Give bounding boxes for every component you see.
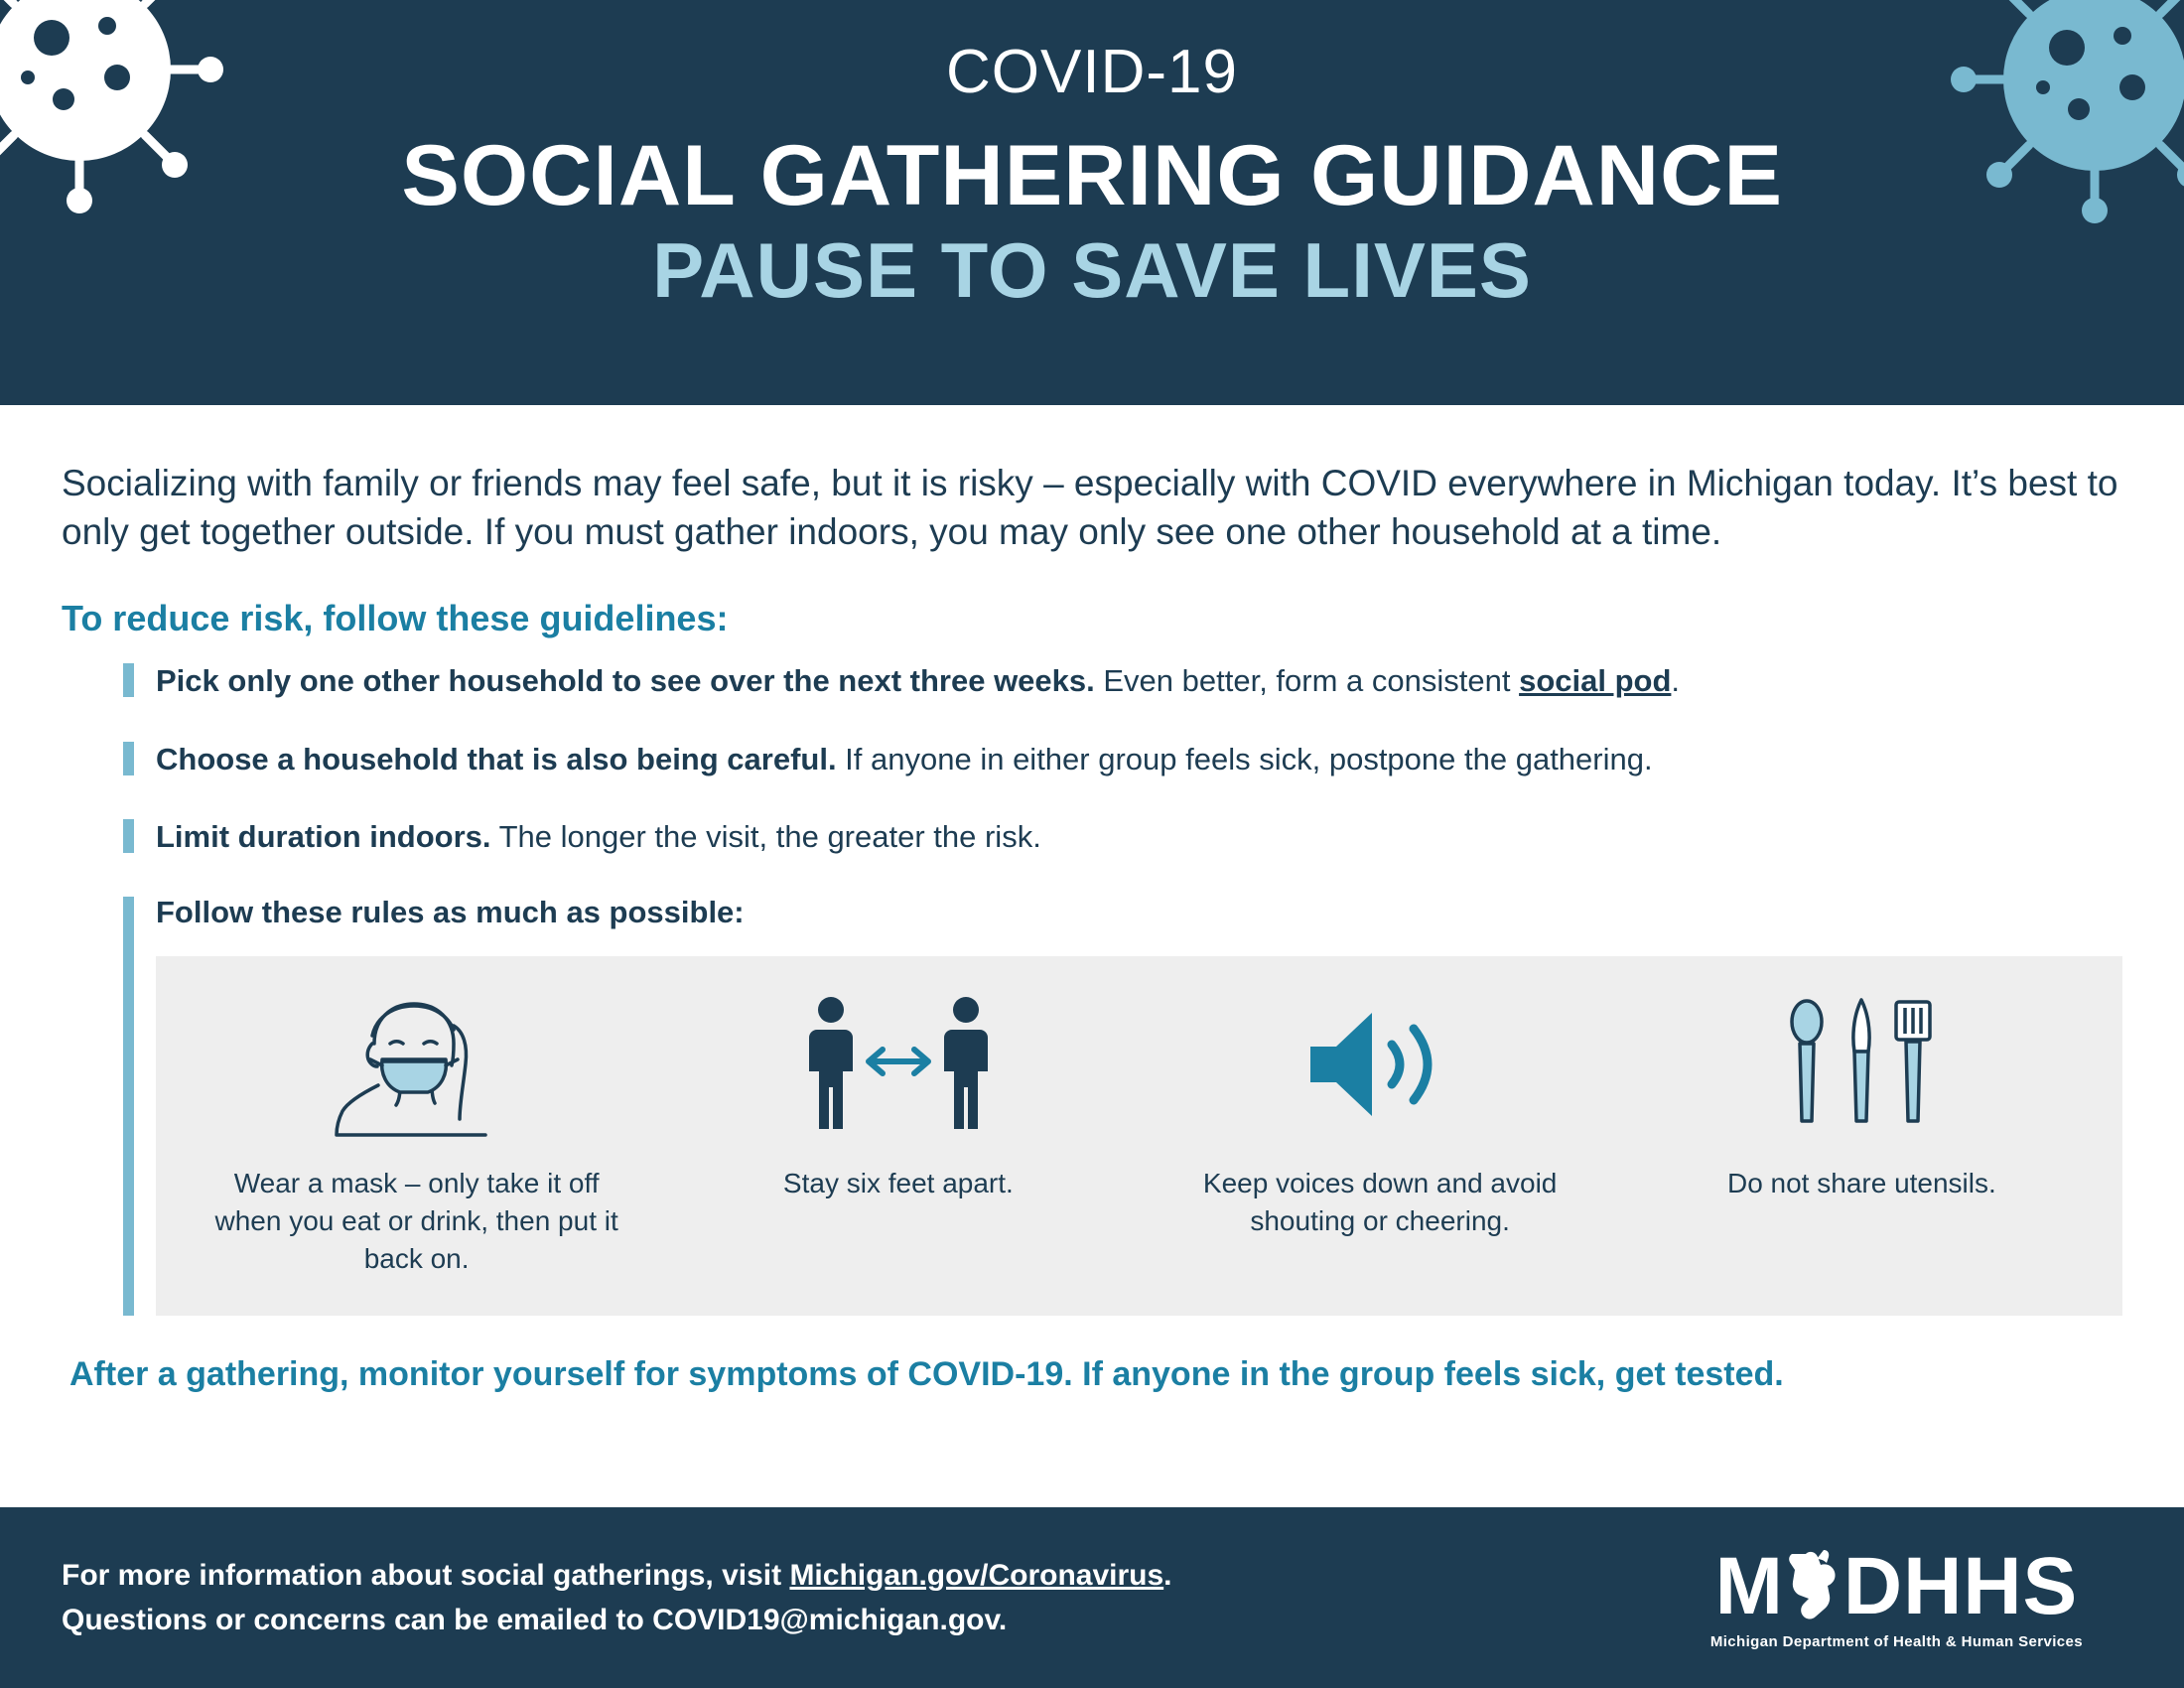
masked-person-icon bbox=[208, 990, 625, 1139]
mdhhs-logo-tagline: Michigan Department of Health & Human Services bbox=[1709, 1632, 2083, 1650]
footer-line-1-text: For more information about social gatherings, visit bbox=[62, 1559, 790, 1592]
social-distance-icon bbox=[690, 990, 1107, 1139]
virus-icon bbox=[0, 0, 258, 258]
poster-header bbox=[0, 0, 2184, 405]
poster-footer bbox=[0, 1507, 2184, 1688]
guideline-item bbox=[123, 817, 2122, 857]
rules-panel bbox=[156, 956, 2122, 1315]
rule-caption: Stay six feet apart. bbox=[782, 1168, 1014, 1199]
footer-line-1 bbox=[62, 1553, 1172, 1598]
rule-item bbox=[1171, 990, 1588, 1240]
rule-caption: Wear a mask – only take it off when you eat or drink, then put it back on. bbox=[214, 1168, 618, 1274]
rule-item bbox=[208, 990, 625, 1277]
guideline-text: The longer the visit, the greater the risk. bbox=[490, 819, 1041, 854]
intro-paragraph: Socializing with family or friends may feel safe, but it is risky – especially with COVID everywhere in Michigan today. It’s best to only get together outside. If you must gather indoors, you may only see one other household at a time. bbox=[62, 463, 2118, 553]
virus-icon bbox=[1916, 0, 2184, 278]
utensils-icon bbox=[1653, 990, 2070, 1139]
rules-title: Follow these rules as much as possible: bbox=[156, 895, 745, 930]
guideline-text: If anyone in either group feels sick, postpone the gathering. bbox=[836, 741, 1653, 776]
speaker-volume-icon bbox=[1171, 990, 1588, 1139]
footer-line-2: Questions or concerns can be emailed to COVID19@michigan.gov. bbox=[62, 1604, 1008, 1636]
guidelines-list bbox=[123, 661, 2122, 1315]
footer-contact bbox=[62, 1553, 1172, 1642]
guideline-item bbox=[123, 740, 2122, 779]
logo-letters-dhhs: DHHS bbox=[1843, 1540, 2079, 1631]
guideline-bold: Pick only one other household to see over the next three weeks. bbox=[156, 663, 1095, 699]
guideline-item bbox=[123, 661, 2122, 701]
eyebrow-title: COVID-19 bbox=[946, 38, 1238, 106]
rule-item bbox=[690, 990, 1107, 1202]
guidelines-lead-in: To reduce risk, follow these guidelines: bbox=[62, 598, 729, 639]
closing-statement: After a gathering, monitor yourself for symptoms of COVID-19. If anyone in the group feels sick, get tested. bbox=[69, 1354, 1784, 1393]
page-title: SOCIAL GATHERING GUIDANCE bbox=[401, 128, 1783, 223]
social-pod-link[interactable]: social pod bbox=[1519, 663, 1672, 699]
guideline-bold: Limit duration indoors. bbox=[156, 819, 491, 854]
mdhhs-logo bbox=[1709, 1540, 2083, 1650]
rule-caption: Keep voices down and avoid shouting or cheering. bbox=[1202, 1168, 1558, 1237]
rules-block bbox=[123, 895, 2122, 1315]
rule-item bbox=[1653, 990, 2070, 1202]
footer-line-1-end: . bbox=[1163, 1559, 1172, 1592]
poster-body bbox=[0, 405, 2184, 1507]
page-subtitle: PAUSE TO SAVE LIVES bbox=[652, 226, 1532, 315]
rule-caption: Do not share utensils. bbox=[1726, 1168, 1996, 1199]
logo-letter-m: M bbox=[1714, 1540, 1784, 1631]
guideline-bold: Choose a household that is also being careful. bbox=[156, 741, 837, 776]
guideline-text-end: . bbox=[1671, 663, 1681, 699]
michigan-state-icon bbox=[1786, 1548, 1842, 1625]
guideline-text: Even better, form a consistent bbox=[1094, 663, 1520, 699]
coronavirus-website-link[interactable]: Michigan.gov/Coronavirus bbox=[789, 1559, 1164, 1592]
mdhhs-logo-main bbox=[1714, 1540, 2079, 1631]
